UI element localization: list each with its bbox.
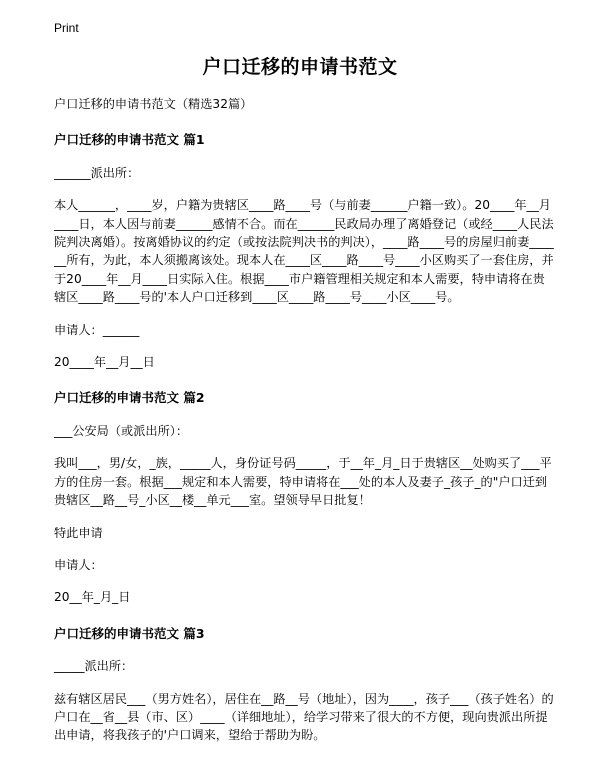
section-heading-3: 户口迁移的申请书范文 篇3 (54, 625, 205, 641)
section-heading-1: 户口迁移的申请书范文 篇1 (54, 132, 205, 148)
section-1-addressee: ______派出所： (54, 165, 140, 180)
section-heading-2: 户口迁移的申请书范文 篇2 (54, 390, 205, 406)
page-title: 户口迁移的申请书范文 (202, 56, 398, 78)
section-3-addressee: _____派出所： (54, 659, 134, 674)
section-1-date: 20____年__月__日 (54, 355, 155, 370)
section-1-body: 本人______，____岁，户籍为贵辖区____路____号（与前妻______户籍一致）。20____年__月____日，本人因与前妻______感情不合。而在______民政局办理了离婚登记（或经____人民法院判决离婚）。按离婚协议的约定（或按法院判决书的判决），____路____号的房屋归前妻______所有，为此，本人须搬离该处。现本人在____区____路____号____小区购买了一套住房，并于20____年__月____日实际入住。根据____市户籍管理相关规定和本人需要，特申请将在贵辖区____路____号的'本人户口迁移到____区____路____号____小区____号。 (54, 198, 554, 305)
print-link[interactable]: Print (54, 21, 79, 35)
section-2-body: 我叫___，男/女，_族，_____人，身份证号码_____，于__年_月_日于贵辖区__处购买了___平方的住房一套。根据___规定和本人需要，特申请将在___处的本人及妻子_孩子_的"户口迁到贵辖区__路__号_小区__楼__单元___室。望领导早日批复！ (54, 456, 552, 508)
document-body (54, 95, 554, 745)
section-1-applicant: 申请人：______ (54, 322, 140, 337)
section-2-applicant: 申请人： (54, 557, 103, 572)
section-2-date: 20__年_月_日 (54, 590, 131, 605)
section-3-body: 兹有辖区居民___（男方姓名），居住在__路__号（地址），因为____，孩子___（孩子姓名）的户口在__省__县（市、区）____（详细地址），给学习带来了很大的不方便，现向贵派出所提出申请，将我孩子的'户口调来，望给于帮助为盼。 (54, 691, 554, 743)
section-2-note: 特此申请 (54, 525, 103, 540)
document-subtitle: 户口迁移的申请书范文（精选32篇） (54, 97, 253, 111)
section-2-addressee: ___公安局（或派出所）： (54, 423, 189, 438)
